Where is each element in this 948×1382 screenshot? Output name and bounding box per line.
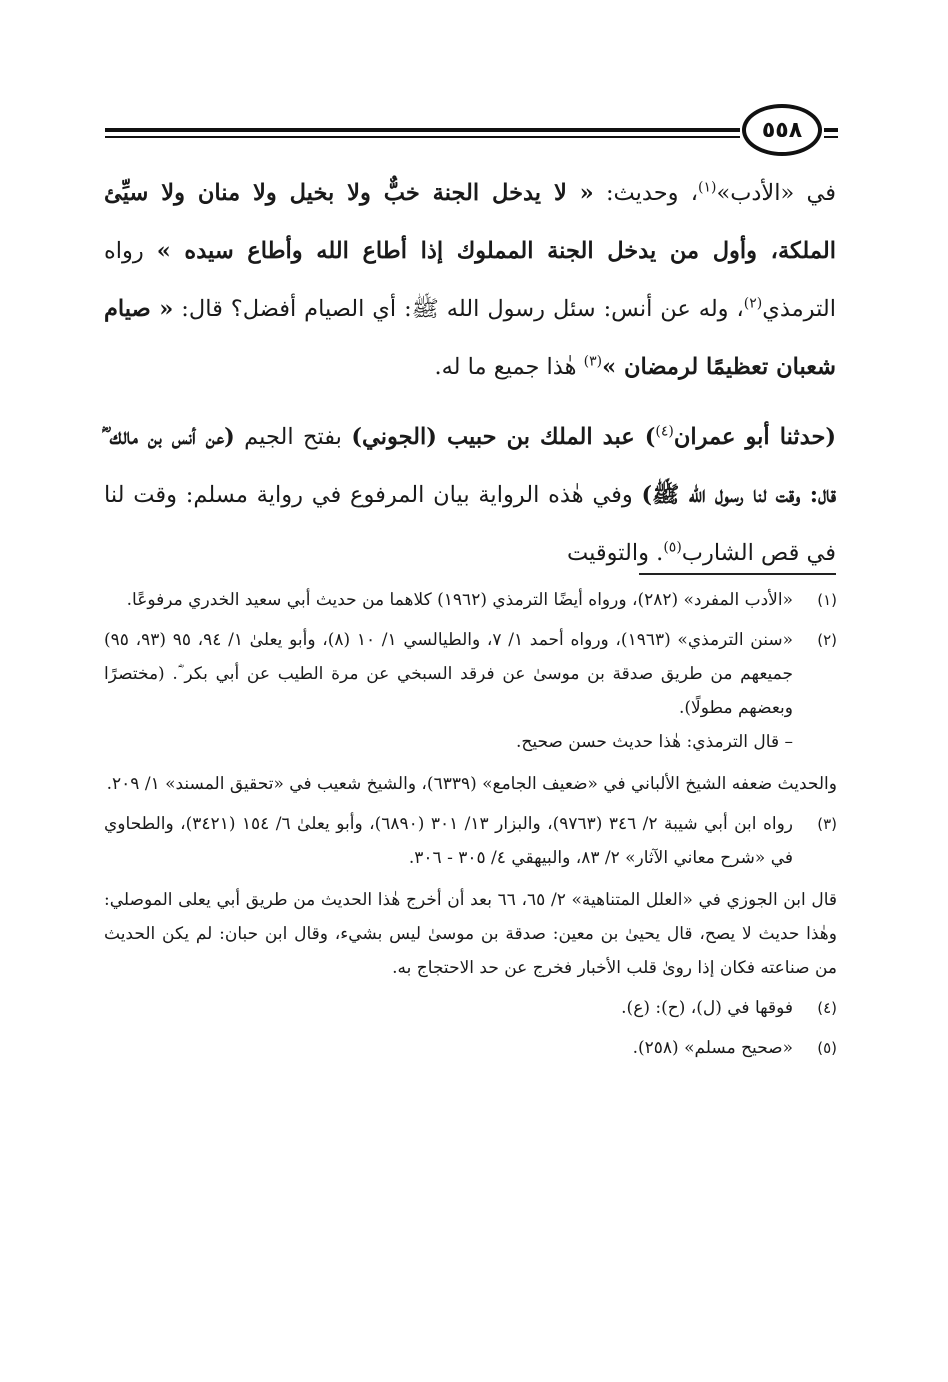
footnote bbox=[104, 623, 837, 801]
matn-text: (حدثنا أبو عمران bbox=[673, 424, 837, 450]
footnote-text: رواه ابن أبي شيبة ٢/ ٣٤٦ (٩٧٦٣)، والبزار ١٣/ ٣٠١ (٦٨٩٠)، وأبو يعلىٰ ٦/ ١٥٤ (٣٤٢١)، والطحاوي في «شرح معاني الآثار» ٢/ ٨٣، والبيهقي ٤/ ٣٠٥ - ٣٠٦. bbox=[104, 814, 793, 868]
text-span: ، وله عن أنس: سئل رسول الله ﷺ: أي الصيام أفضل؟ قال: bbox=[173, 296, 744, 322]
page-header bbox=[105, 100, 838, 160]
hadith-quote: « لا يدخل الجنة خبٌّ ولا بخيل ولا منان ولا سيِّئ الملكة، وأول من يدخل الجنة المملوك إذا أطاع الله وأطاع سيده » bbox=[104, 180, 836, 264]
footnote bbox=[104, 583, 837, 617]
footnote-number: (٣) bbox=[817, 815, 837, 833]
text-span: . والتوقيت bbox=[566, 540, 664, 566]
footnote-text: «الأدب المفرد» (٢٨٢)، ورواه أيضًا الترمذي (١٩٦٢) كلاهما من حديث أبي سعيد الخدري مرفوعًا. bbox=[126, 590, 793, 610]
footnote-body bbox=[104, 623, 837, 801]
footnote-text: «سنن الترمذي» (١٩٦٣)، ورواه أحمد ١/ ٧، والطيالسي ١/ ١٠ (٨)، وأبو يعلىٰ ١/ ٩٤، ٩٥ (٩٣، ٩٥) جميعهم من طريق صدقة بن موسىٰ عن فرقد السبخي عن مرة الطيب عن أبي بكر ؓ. (مختصرًا وبعضهم مطولًا). bbox=[104, 630, 793, 718]
footnote bbox=[104, 991, 837, 1025]
footnote bbox=[104, 1031, 837, 1065]
text-span: وفي هٰذه الرواية بيان المرفوع في رواية مسلم: وقت لنا في قص الشارب bbox=[104, 482, 836, 566]
header-rule-thin bbox=[105, 136, 740, 138]
page-number: ٥٥٨ bbox=[742, 104, 822, 156]
main-paragraph bbox=[104, 164, 836, 396]
hadith-quote: « صيام شعبان تعظيمًا لرمضان » bbox=[104, 296, 836, 380]
footnote-ref: (٤) bbox=[655, 423, 674, 440]
footnote-ref: (١) bbox=[697, 179, 717, 196]
footnote-ref: (٥) bbox=[663, 539, 682, 556]
footnote-body bbox=[104, 991, 793, 1025]
text-span: هٰذا جميع ما له. bbox=[434, 354, 584, 380]
footnote-body bbox=[104, 807, 838, 985]
footnote bbox=[104, 807, 837, 985]
footnote-number: (٤) bbox=[817, 999, 837, 1017]
footnote-text: قال ابن الجوزي في «العلل المتناهية» ٢/ ٦٥، ٦٦ بعد أن أخرج هٰذا الحديث من طريق أبي يعلى الموصلي: وهٰذا حديث لا يصح، قال يحيىٰ بن معين: صدقة بن موسىٰ ليس بشيء، وقال ابن حبان: لم يكن الحديث من صناعته فكان إذا روىٰ قلب الأخبار فخرج عن حد الاحتجاج به. bbox=[104, 890, 838, 978]
footnote-body bbox=[104, 583, 793, 617]
matn-text: ) عبد الملك بن حبيب bbox=[436, 424, 656, 450]
text-span: ، وحديث: bbox=[593, 180, 698, 206]
footnote-ref: (٢) bbox=[743, 295, 763, 312]
footnote-text: «صحيح مسلم» (٢٥٨). bbox=[632, 1038, 793, 1058]
header-rule-thick bbox=[105, 128, 740, 132]
text-span: في «الأدب» bbox=[716, 180, 836, 206]
header-rule-end-thick bbox=[824, 128, 838, 132]
footnote-text: – قال الترمذي: هٰذا حديث حسن صحيح. bbox=[515, 732, 793, 752]
footnotes bbox=[104, 583, 837, 1071]
footnote-text: فوقها في (ل)، (ح): (ع). bbox=[621, 998, 793, 1018]
footnote-body bbox=[104, 1031, 793, 1065]
footnote-separator bbox=[639, 573, 836, 575]
matn-text: (عن أنس بن مالك ؓ قال: وقت لنا رسول الله ﷺ) bbox=[104, 424, 836, 508]
text-span: بفتح الجيم bbox=[234, 424, 352, 450]
footnote-ref: (٣) bbox=[583, 353, 603, 370]
text-span: رواه الترمذي bbox=[104, 238, 836, 322]
footnote-number: (٢) bbox=[817, 631, 837, 649]
footnote-number: (١) bbox=[817, 591, 837, 609]
main-paragraph bbox=[104, 408, 836, 582]
matn-text: (الجوني) bbox=[351, 424, 437, 450]
footnote-number: (٥) bbox=[817, 1039, 837, 1057]
footnote-text: والحديث ضعفه الشيخ الألباني في «ضعيف الجامع» (٦٣٣٩)، والشيخ شعيب في «تحقيق المسند» ١/ ٢٠٩. bbox=[106, 774, 837, 794]
main-text bbox=[104, 164, 836, 582]
header-rule-end-thin bbox=[824, 136, 838, 138]
